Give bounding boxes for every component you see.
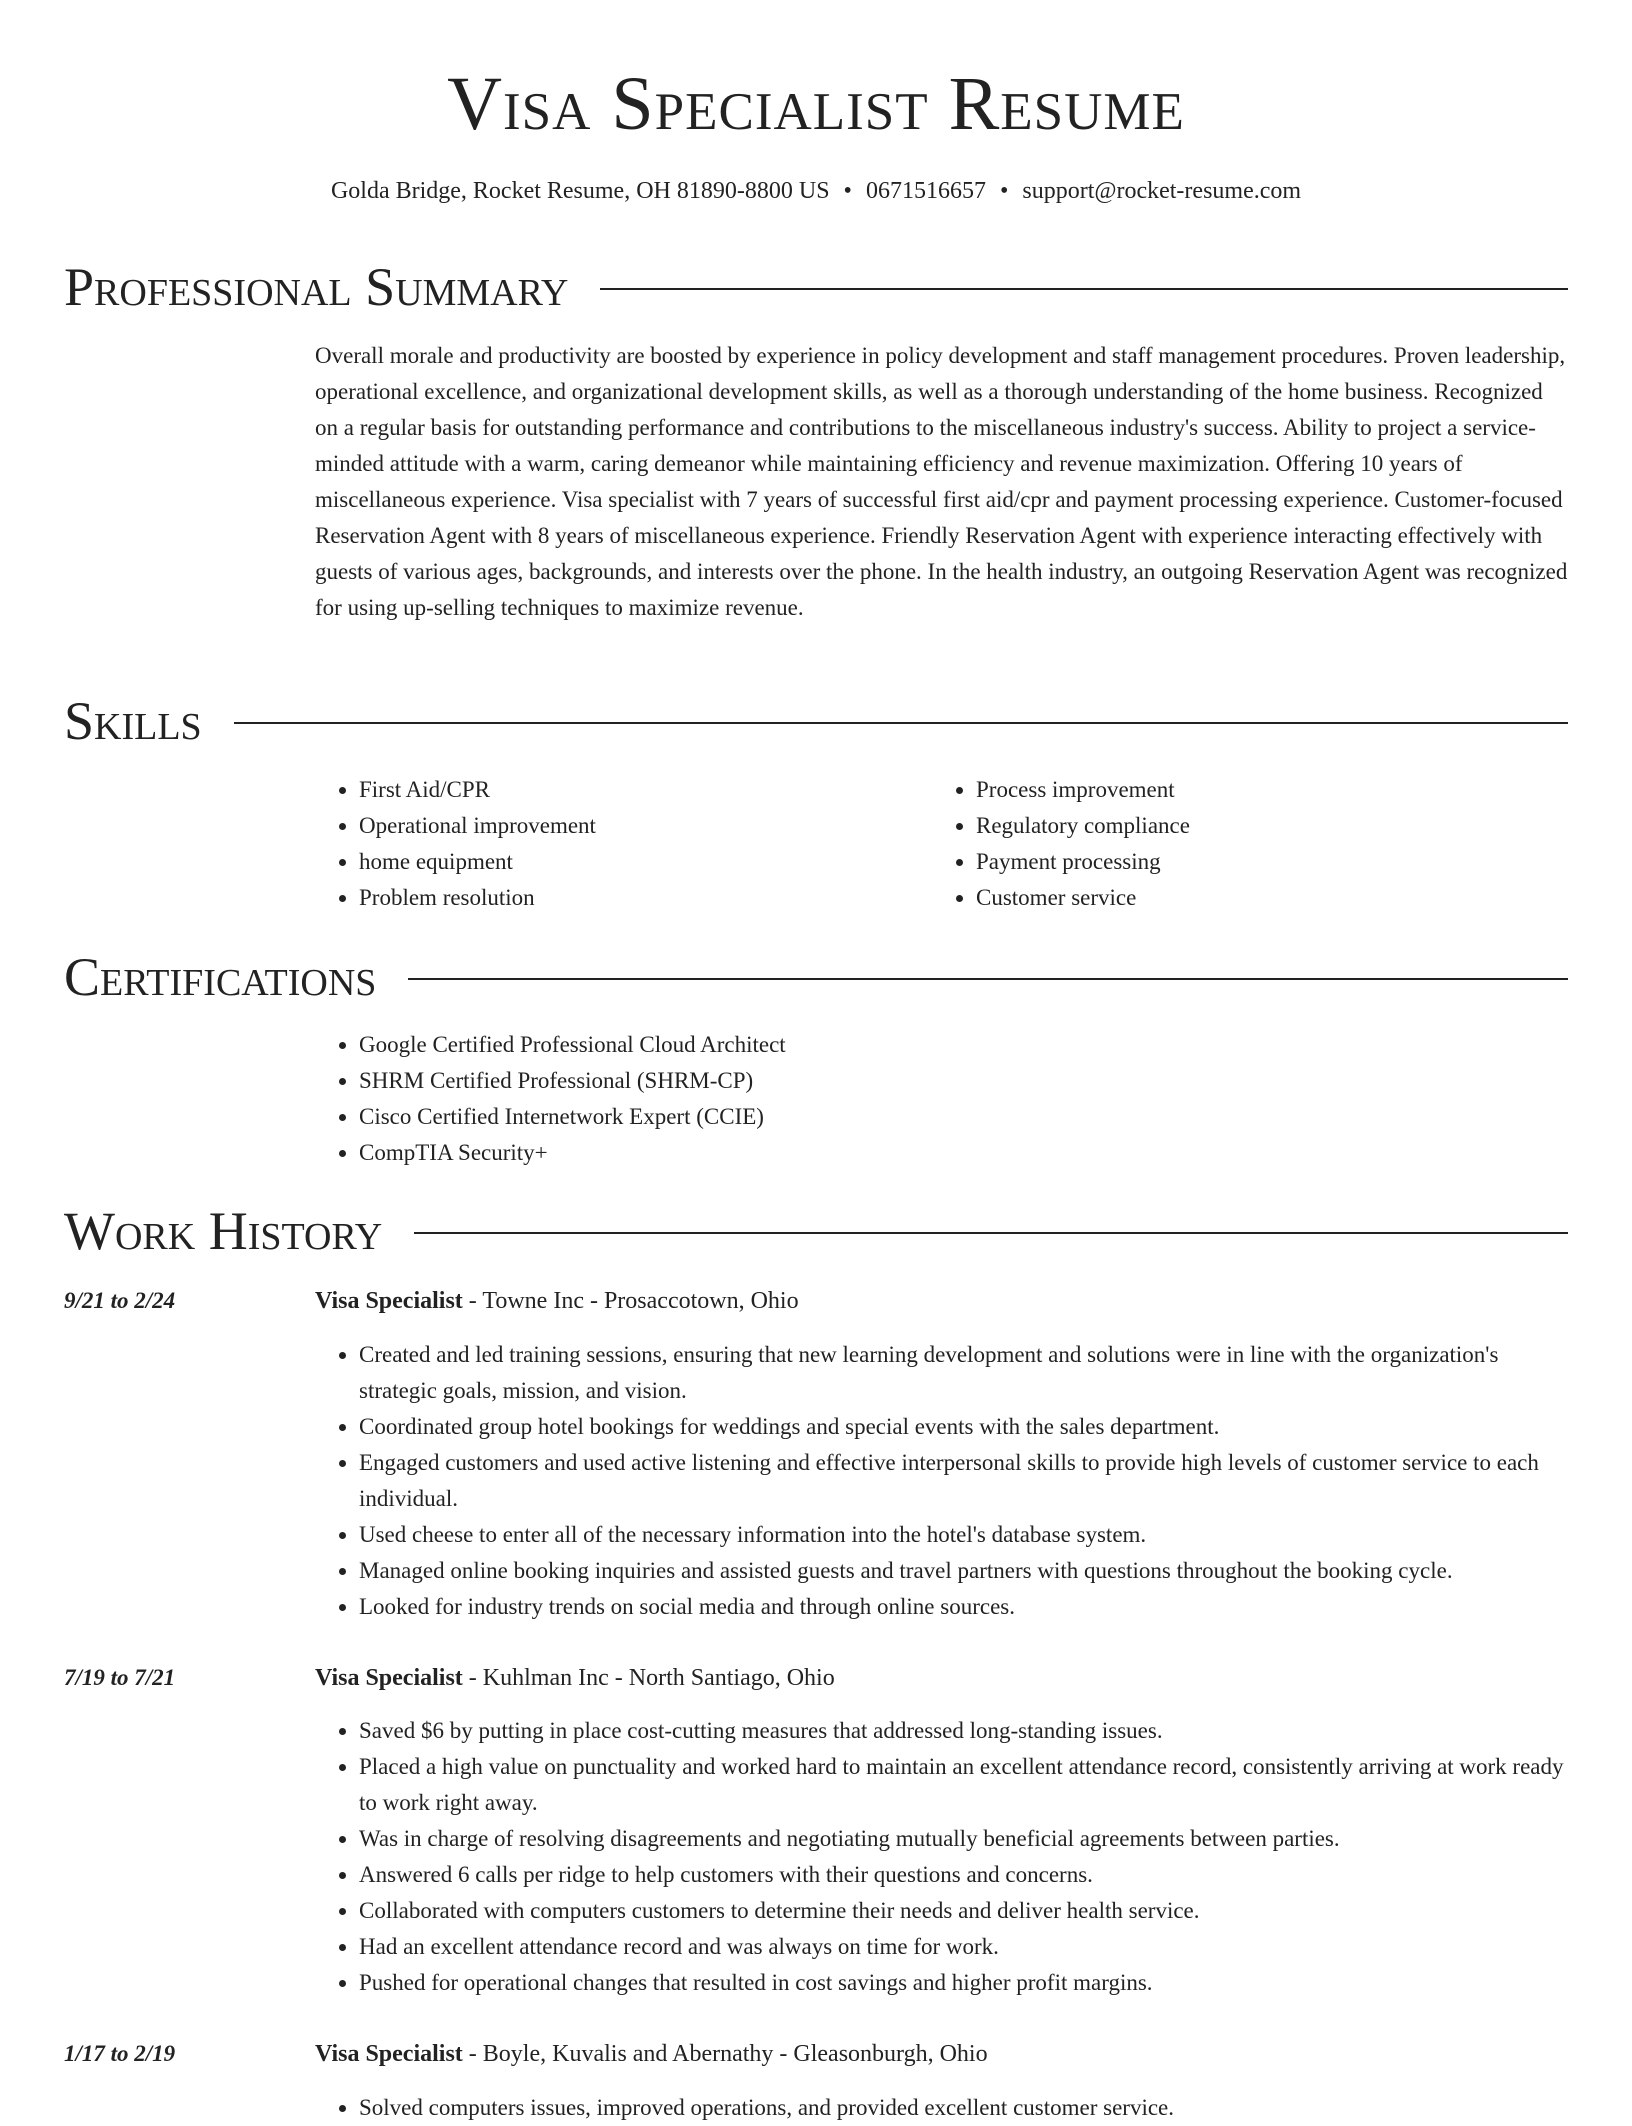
job-bullets: [315, 1337, 1568, 1625]
skill-item: • First Aid/CPR: [359, 772, 915, 808]
section-divider: [414, 1232, 1568, 1234]
skill-item: • Payment processing: [976, 844, 1532, 880]
skill-item: • Problem resolution: [359, 880, 915, 916]
job-bullet: • Created and led training sessions, ensuring that new learning development and solutions were in line with the organization's strategic goals, mission, and vision.: [359, 1337, 1568, 1409]
section-title-summary: Professional Summary: [64, 257, 569, 317]
contact-line: [0, 174, 1632, 208]
job-employer: - Towne Inc - Prosaccotown, Ohio: [462, 1288, 799, 1314]
skills-column-left: [315, 772, 915, 916]
skills-column-right: [932, 772, 1532, 916]
job-bullet: • Looked for industry trends on social media and through online sources.: [359, 1589, 1568, 1625]
contact-separator: •: [843, 178, 852, 204]
job-bullet: • Managed online booking inquiries and assisted guests and travel partners with questions throughout the booking cycle.: [359, 1553, 1568, 1589]
contact-phone: 0671516657: [865, 178, 986, 204]
contact-separator: •: [999, 178, 1009, 204]
section-title-certifications: Certifications: [64, 947, 377, 1007]
section-title-skills: Skills: [64, 691, 202, 751]
section-header-summary: [64, 255, 1568, 319]
job-bullet: • Answered 6 calls per ridge to help customers with their questions and concerns.: [359, 1857, 1568, 1893]
job-bullet: • Placed a high value on punctuality and worked hard to maintain an excellent attendance record, consistently arriving at work ready to work right away.: [359, 1749, 1568, 1821]
certification-item: • SHRM Certified Professional (SHRM-CP): [359, 1063, 1515, 1099]
section-divider: [234, 722, 1568, 724]
skill-item: • Customer service: [976, 880, 1532, 916]
summary-text: Overall morale and productivity are boosted by experience in policy development and staff management procedures. Proven leadership, operational excellence, and organizational development skills, as well as a thorough understanding of the home business. Recognized on a regular basis for outstanding performance and contributions to the miscellaneous industry's success. Ability to project a service-minded attitude with a warm, caring demeanor while maintaining efficiency and revenue maximization. Offering 10 years of miscellaneous experience. Visa specialist with 7 years of successful first aid/cpr and payment processing experience. Customer-focused Reservation Agent with 8 years of miscellaneous experience. Friendly Reservation Agent with experience interacting effectively with guests of various ages, backgrounds, and interests over the phone. In the health industry, an outgoing Reservation Agent was recognized for using up-selling techniques to maximize revenue.: [315, 343, 1568, 620]
job-bullet: • Saved $6 by putting in place cost-cutting measures that addressed long-standing issues.: [359, 1713, 1568, 1749]
job-title: [315, 2036, 988, 2072]
section-header-certifications: [64, 945, 1568, 1009]
section-header-work-history: [64, 1199, 1568, 1263]
job-bullet: • Used cheese to enter all of the necessary information into the hotel's database system.: [359, 1517, 1568, 1553]
job-bullet: • Pushed for operational changes that resulted in cost savings and higher profit margins.: [359, 1965, 1568, 2001]
section-header-skills: [64, 689, 1568, 753]
job-bullet: • Coordinated group hotel bookings for weddings and special events with the sales department.: [359, 1409, 1568, 1445]
job-employer: - Boyle, Kuvalis and Abernathy - Gleasonburgh, Ohio: [462, 2041, 988, 2067]
section-divider: [408, 978, 1568, 980]
certification-item: • Cisco Certified Internetwork Expert (CCIE): [359, 1099, 1515, 1135]
job-bullet: • Had an excellent attendance record and was always on time for work.: [359, 1929, 1568, 1965]
job-role: Visa Specialist: [315, 1665, 463, 1691]
job-bullet: • Engaged customers and used active listening and effective interpersonal skills to provide high levels of customer service to each individual.: [359, 1445, 1568, 1517]
job-role: Visa Specialist: [315, 1288, 463, 1314]
section-title-work-history: Work History: [64, 1201, 383, 1261]
job-title: [315, 1660, 835, 1696]
job-dates: 9/21 to 2/24: [64, 1288, 176, 1313]
section-divider: [600, 288, 1568, 290]
job-employer: - Kuhlman Inc - North Santiago, Ohio: [462, 1665, 835, 1691]
skill-item: • Regulatory compliance: [976, 808, 1532, 844]
job-bullets: [315, 1713, 1568, 2001]
certification-item: • Google Certified Professional Cloud Architect: [359, 1027, 1515, 1063]
job-bullet: • Was in charge of resolving disagreements and negotiating mutually beneficial agreements between parties.: [359, 1821, 1568, 1857]
skill-item: • home equipment: [359, 844, 915, 880]
certification-item: • CompTIA Security+: [359, 1135, 1515, 1171]
certifications-list: [315, 1027, 1515, 1171]
job-bullet: • Collaborated with computers customers to determine their needs and deliver health service.: [359, 1893, 1568, 1929]
job-title: [315, 1283, 799, 1319]
skill-item: • Operational improvement: [359, 808, 915, 844]
job-bullets: [315, 2090, 1568, 2126]
job-dates: 7/19 to 7/21: [64, 1665, 176, 1690]
resume-title: Visa Specialist Resume: [447, 62, 1185, 146]
skill-item: • Process improvement: [976, 772, 1532, 808]
job-dates: 1/17 to 2/19: [64, 2041, 176, 2066]
job-role: Visa Specialist: [315, 2041, 463, 2067]
contact-email: support@rocket-resume.com: [1022, 178, 1302, 204]
contact-address: Golda Bridge, Rocket Resume, OH 81890-8800 US: [330, 178, 830, 204]
job-bullet: • Solved computers issues, improved operations, and provided excellent customer service.: [359, 2090, 1568, 2126]
